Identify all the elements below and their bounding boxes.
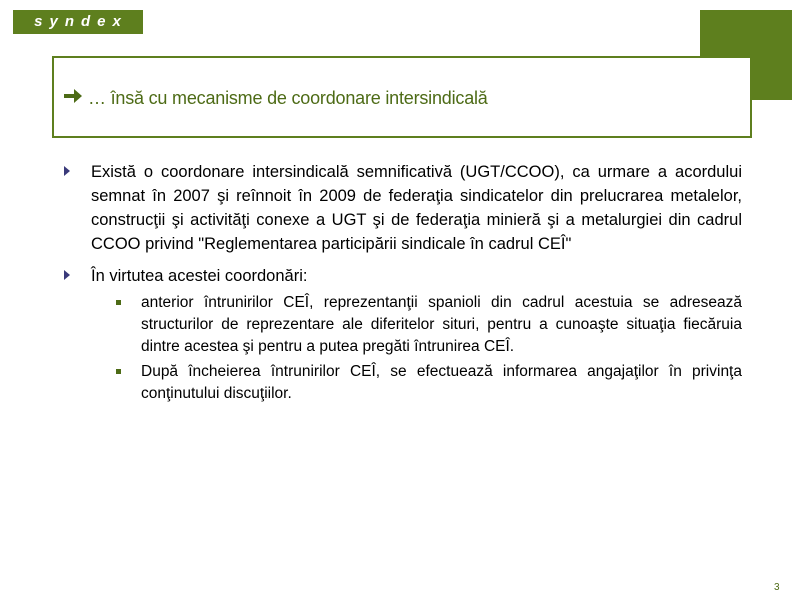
- bullet-text: Există o coordonare intersindicală semnificativă (UGT/CCOO), ca urmare a acordului semnat în 2007 şi reînnoit în 2009 de federaţia sindicatelor din prelucrarea metalelor, construcţii şi activităţi conexe a UGT şi de federaţia minieră şi a metalurgiei din cadrul CCOO privind "Reglementarea participării sindicale în cadrul CEÎ": [91, 163, 742, 253]
- sub-bullet-text: anterior întrunirilor CEÎ, reprezentanţii spanioli din cadrul acestuia se adresează structurilor de reprezentare ale diferitelor situri, pentru a cunoaşte situaţia fiecăruia dintre acestea şi pentru a putea pregăti întrunirea CEÎ.: [141, 294, 742, 355]
- sub-bullet-item: [116, 292, 742, 358]
- syndex-logo: [13, 10, 143, 34]
- bullet-item: [62, 160, 742, 256]
- bullet-text: În virtutea acestei coordonări:: [91, 267, 308, 285]
- sub-bullet-item: [116, 361, 742, 405]
- right-arrow-icon: [63, 86, 83, 106]
- slide-content: [62, 160, 742, 408]
- triangle-bullet-icon: [64, 166, 70, 176]
- slide-title: … însă cu mecanisme de coordonare intersindicală: [88, 88, 488, 108]
- sub-bullet-text: După încheierea întrunirilor CEÎ, se efectuează informarea angajaţilor în privinţa conţinutului discuţiilor.: [141, 363, 742, 402]
- square-bullet-icon: [116, 300, 121, 305]
- square-bullet-icon: [116, 369, 121, 374]
- triangle-bullet-icon: [64, 270, 70, 280]
- title-box: [52, 56, 752, 138]
- bullet-item: [62, 264, 742, 288]
- page-number: 3: [774, 582, 780, 593]
- logo-text: syndex: [34, 13, 128, 30]
